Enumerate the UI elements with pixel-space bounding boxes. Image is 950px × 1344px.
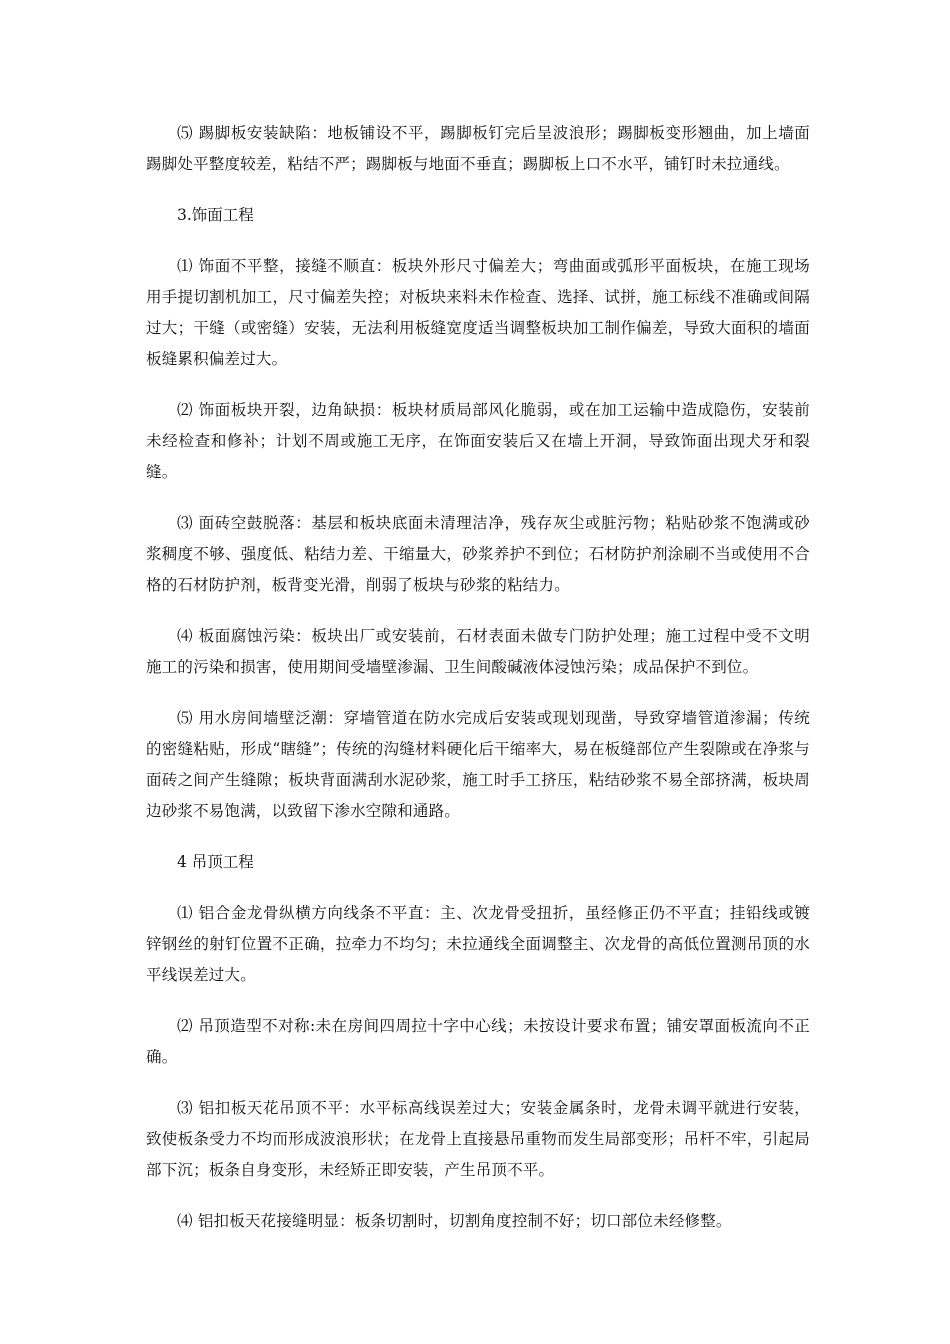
spacer bbox=[146, 601, 810, 621]
spacer bbox=[146, 683, 810, 703]
spacer bbox=[146, 488, 810, 508]
paragraph-tile-hollowing: ⑶ 面砖空鼓脱落：基层和板块底面未清理洁净，残存灰尘或脏污物；粘贴砂浆不饱满或砂浆稠度不够、强度低、粘结力差、干缩量大，砂浆养护不到位；石材防护剂涂刷不当或使用不合格的石材防护剂，板背变光滑，削弱了板块与砂浆的粘结力。 bbox=[146, 514, 810, 594]
spacer bbox=[146, 878, 810, 898]
paragraph-keel-lines: ⑴ 铝合金龙骨纵横方向线条不平直：主、次龙骨受扭折，虽经修正仍不平直；挂铅线或镀锌钢丝的射钉位置不正确，拉牵力不均匀；未拉通线全面调整主、次龙骨的高低位置测吊顶的水平线误差过大。 bbox=[146, 904, 810, 984]
paragraph-facing-cracking: ⑵ 饰面板块开裂，边角缺损：板块材质局部风化脆弱，或在加工运输中造成隐伤，安装前未经检查和修补；计划不周或施工无序，在饰面安装后又在墙上开洞，导致饰面出现犬牙和裂缝。 bbox=[146, 401, 810, 481]
paragraph-facing-uneven: ⑴ 饰面不平整，接缝不顺直：板块外形尺寸偏差大；弯曲面或弧形平面板块，在施工现场用手提切割机加工，尺寸偏差失控；对板块来料未作检查、选择、试拼，施工标线不准确或间隔过大；干缝（或密缝）安装，无法利用板缝宽度适当调整板块加工制作偏差，导致大面积的墙面板缝累积偏差过大。 bbox=[146, 257, 810, 368]
spacer bbox=[146, 1073, 810, 1093]
section-heading-ceiling: 4 吊顶工程 bbox=[177, 853, 254, 871]
paragraph-ceiling-uneven: ⑶ 铝扣板天花吊顶不平：水平标高线误差过大；安装金属条时，龙骨未调平就进行安装，致使板条受力不均而形成波浪形状；在龙骨上直接悬吊重物而发生局部变形；吊杆不牢，引起局部下沉；板条自身变形，未经矫正即安装，产生吊顶不平。 bbox=[146, 1099, 810, 1179]
paragraph-surface-corrosion: ⑷ 板面腐蚀污染：板块出厂或安装前，石材表面未做专门防护处理；施工过程中受不文明施工的污染和损害，使用期间受墙壁渗漏、卫生间酸碱液体浸蚀污染；成品保护不到位。 bbox=[146, 627, 810, 676]
document-body bbox=[146, 118, 810, 1237]
spacer bbox=[146, 991, 810, 1011]
spacer bbox=[146, 180, 810, 200]
spacer bbox=[146, 231, 810, 251]
paragraph-ceiling-asymmetry: ⑵ 吊顶造型不对称:未在房间四周拉十字中心线；未按设计要求布置；铺安罩面板流向不正确。 bbox=[146, 1017, 810, 1066]
paragraph-ceiling-seams: ⑷ 铝扣板天花接缝明显：板条切割时，切割角度控制不好；切口部位未经修整。 bbox=[177, 1212, 732, 1230]
spacer bbox=[146, 1186, 810, 1206]
paragraph-baseboard-defects: ⑸ 踢脚板安装缺陷：地板铺设不平，踢脚板钉完后呈波浪形；踢脚板变形翘曲，加上墙面踢脚处平整度较差，粘结不严；踢脚板与地面不垂直；踢脚板上口不水平，铺钉时未拉通线。 bbox=[146, 124, 810, 173]
section-heading-facing: 3.饰面工程 bbox=[177, 206, 254, 224]
spacer bbox=[146, 375, 810, 395]
paragraph-wall-moisture: ⑸ 用水房间墙壁泛潮：穿墙管道在防水完成后安装或现划现凿，导致穿墙管道渗漏；传统的密缝粘贴，形成“瞎缝”；传统的沟缝材料硬化后干缩率大，易在板缝部位产生裂隙或在净浆与面砖之间产生缝隙；板块背面满刮水泥砂浆，施工时手工挤压，粘结砂浆不易全部挤满，板块周边砂浆不易饱满，以致留下渗水空隙和通路。 bbox=[146, 709, 810, 820]
spacer bbox=[146, 827, 810, 847]
